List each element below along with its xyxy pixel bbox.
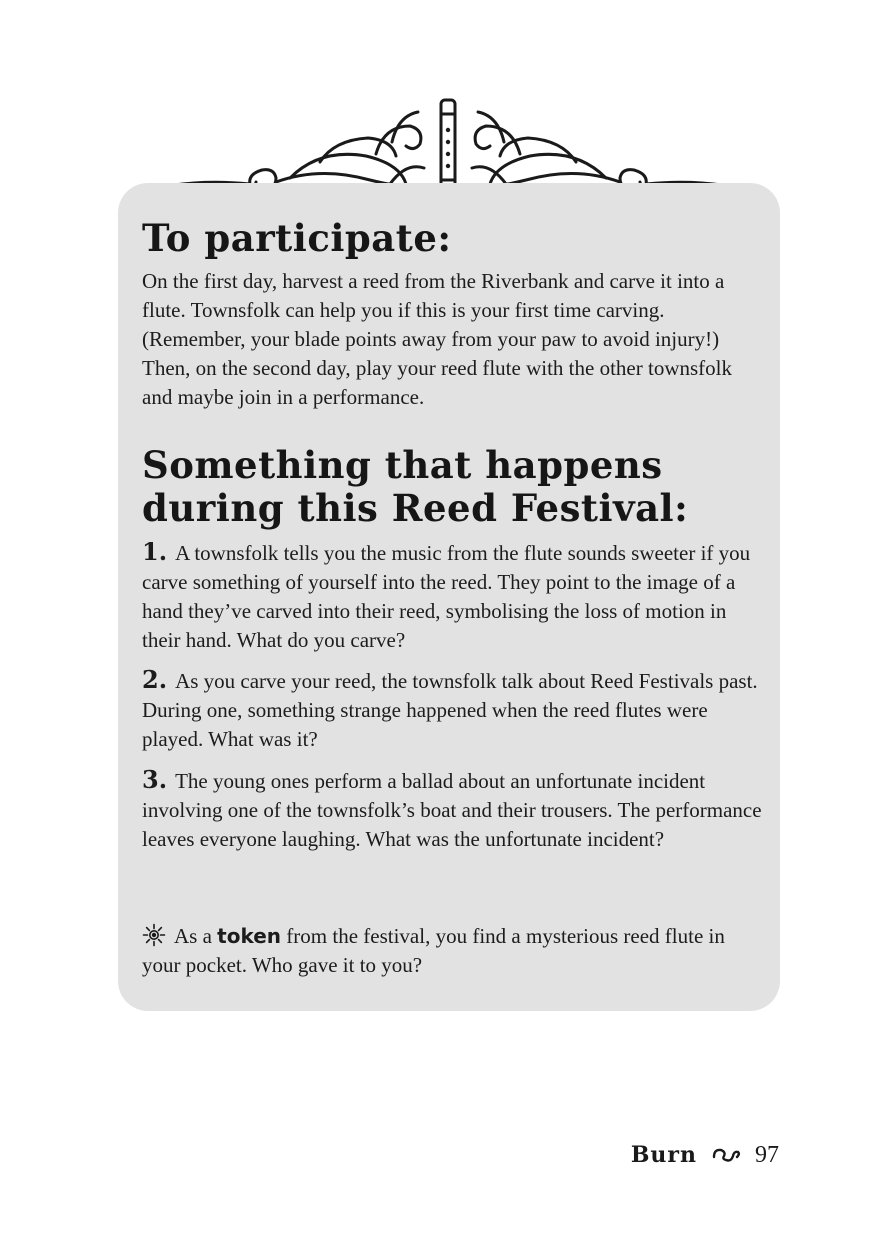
item-number: 2.	[142, 665, 168, 694]
token-keyword: token	[217, 924, 282, 948]
participate-body: On the first day, harvest a reed from the Riverbank and carve it into a flute. Townsfolk can help you if this is your first time carving. (Remember, your blade points away from your paw to avoid injury!) Then, on the second day, play your reed flute with the other townsfolk and maybe join in a performance.	[142, 269, 732, 409]
page-number: 97	[755, 1141, 779, 1168]
swirl-divider-icon	[711, 1145, 741, 1165]
page-footer	[631, 1138, 779, 1172]
happenings-heading: Something that happens during this Reed Festival:	[142, 443, 689, 530]
participate-heading: To participate:	[142, 216, 452, 260]
sun-token-icon	[142, 923, 166, 947]
item-text: A townsfolk tells you the music from the flute sounds sweeter if you carve something of yourself into the reed. They point to the image of a hand they’ve carved into their reed, symbolising the loss of motion in their hand. What do you carve?	[142, 541, 751, 652]
list-item	[142, 765, 762, 854]
item-number: 3.	[142, 765, 168, 794]
token-paragraph	[142, 922, 762, 980]
list-item	[142, 665, 762, 754]
token-suffix: from the festival, you find a mysterious reed flute in your pocket. Who gave it to you?	[142, 924, 725, 977]
item-text: As you carve your reed, the townsfolk talk about Reed Festivals past. During one, something strange happened when the reed flutes were played. What was it?	[142, 669, 758, 751]
item-text: The young ones perform a ballad about an unfortunate incident involving one of the townsfolk’s boat and their trousers. The performance leaves everyone laughing. What was the unfortunate incident?	[142, 769, 762, 851]
token-prefix: As a	[174, 924, 212, 948]
list-item	[142, 537, 762, 655]
item-number: 1.	[142, 537, 168, 566]
chapter-name: Burn	[630, 1142, 697, 1168]
